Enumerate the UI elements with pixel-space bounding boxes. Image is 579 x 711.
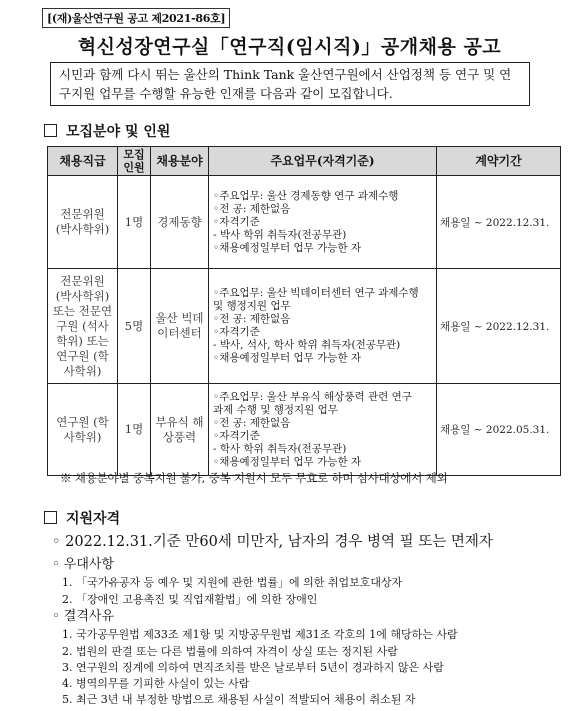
duty-line: 및 행정지원 업무 xyxy=(213,300,291,312)
table-row xyxy=(48,269,561,384)
table-header: 주요업무(자격기준) xyxy=(209,147,437,176)
field-cell: 울산 빅데이터센터 xyxy=(151,269,209,384)
page-title: 혁신성장연구실「연구직(임시직)」공개채용 공고 xyxy=(77,36,502,58)
table-header: 모집 인원 xyxy=(118,147,151,176)
count-cell: 1명 xyxy=(118,384,151,476)
field-cell: 부유식 해상풍력 xyxy=(151,384,209,476)
duty-cell xyxy=(209,176,437,269)
table-header: 채용직급 xyxy=(48,147,118,176)
table-note: ※ 채용분야별 중복지원 불가, 중복 지원시 모두 무효로 하며 심사대상에서 제외 xyxy=(60,471,448,485)
checkbox-icon xyxy=(44,124,57,137)
table-header: 계약기간 xyxy=(437,147,561,176)
checkbox-icon xyxy=(44,511,57,524)
preference-item: 1. 「국가유공자 등 예우 및 지원에 관한 법률」에 의한 취업보호대상자 xyxy=(62,576,403,589)
duty-line: ◦자격기준 xyxy=(213,429,260,442)
duty-cell xyxy=(209,269,437,384)
recruitment-table xyxy=(47,146,561,476)
grade-cell: 전문위원 (박사학위) 또는 전문연구원 (석사학위) 또는 연구원 (학사학위) xyxy=(48,269,118,384)
duty-line: ◦자격기준 xyxy=(213,215,260,228)
disqualification-item: 1. 국가공무원법 제33조 제1항 및 지방공무원법 제31조 각호의 1에 해당하는 사람 xyxy=(62,628,458,641)
field-cell: 경제동향 xyxy=(151,176,209,269)
section-eligibility xyxy=(44,508,120,528)
disqualification-item: 2. 법원의 판결 또는 다른 법률에 의하여 자격이 상실 또는 정지된 사람 xyxy=(62,645,398,658)
disqualification-title: ◦ 결격사유 xyxy=(52,609,115,624)
duty-line: ◦전 공: 제한없음 xyxy=(213,313,291,325)
duty-line: ◦전 공: 제한없음 xyxy=(213,416,291,429)
grade-cell: 전문위원 (박사학위) xyxy=(48,176,118,269)
duty-line: - 박사, 석사, 학사 학위 취득자(전공무관) xyxy=(213,339,401,351)
section-title: 지원자격 xyxy=(66,511,121,527)
eligibility-text: ◦ 2022.12.31.기준 만60세 미만자, 남자의 경우 병역 필 또는 면제자 xyxy=(52,534,493,550)
disqualification-item: 5. 최근 3년 내 부정한 방법으로 채용된 사실이 적발되어 채용이 취소된 자 xyxy=(62,693,416,706)
intro-box: 시민과 함께 다시 뛰는 울산의 Think Tank 울산연구원에서 산업정책 등 연구 및 연구지원 업무를 수행할 유능한 인재를 다음과 같이 모집합니다. xyxy=(50,62,530,106)
duty-cell xyxy=(209,384,437,476)
period-cell: 채용일 ~ 2022.12.31. xyxy=(437,176,561,269)
count-cell: 1명 xyxy=(118,176,151,269)
duty-line: - 박사 학위 취득자(전공무관) xyxy=(213,228,347,241)
duty-line: ◦주요업무: 울산 부유식 해상풍력 관련 연구 xyxy=(213,390,412,403)
duty-line: ◦주요업무: 울산 경제동향 연구 과제수행 xyxy=(213,189,399,202)
duty-line: ◦채용예정일부터 업무 가능한 자 xyxy=(213,241,362,254)
table-row xyxy=(48,176,561,269)
section-title: 모집분야 및 인원 xyxy=(66,124,171,140)
count-cell: 5명 xyxy=(118,269,151,384)
table-header: 채용분야 xyxy=(151,147,209,176)
preference-title: ◦ 우대사항 xyxy=(52,557,115,572)
grade-cell: 연구원 (학사학위) xyxy=(48,384,118,476)
period-cell: 채용일 ~ 2022.05.31. xyxy=(437,384,561,476)
duty-line: 과제 수행 및 행정지원 업무 xyxy=(213,403,338,416)
table-header-row xyxy=(48,147,561,176)
duty-line: - 학사 학위 취득자(전공무관) xyxy=(213,442,347,455)
duty-line: ◦채용예정일부터 업무 가능한 자 xyxy=(213,455,362,468)
table-row xyxy=(48,384,561,476)
preference-item: 2. 「장애인 고용촉진 및 직업재활법」에 의한 장애인 xyxy=(62,593,318,606)
duty-line: ◦자격기준 xyxy=(213,326,260,338)
period-cell: 채용일 ~ 2022.12.31. xyxy=(437,269,561,384)
disqualification-item: 3. 연구원의 징계에 의하여 면직조치를 받은 날로부터 5년이 경과하지 않은 사람 xyxy=(62,661,444,674)
section-recruitment xyxy=(44,121,170,141)
duty-line: ◦주요업무: 울산 빅데이터센터 연구 과제수행 xyxy=(213,287,419,299)
notice-number: [(재)울산연구원 공고 제2021-86호] xyxy=(42,8,230,28)
disqualification-item: 4. 병역의무를 기피한 사실이 있는 사람 xyxy=(62,677,250,690)
duty-line: ◦전 공: 제한없음 xyxy=(213,202,291,215)
duty-line: ◦채용예정일부터 업무 가능한 자 xyxy=(213,352,362,364)
